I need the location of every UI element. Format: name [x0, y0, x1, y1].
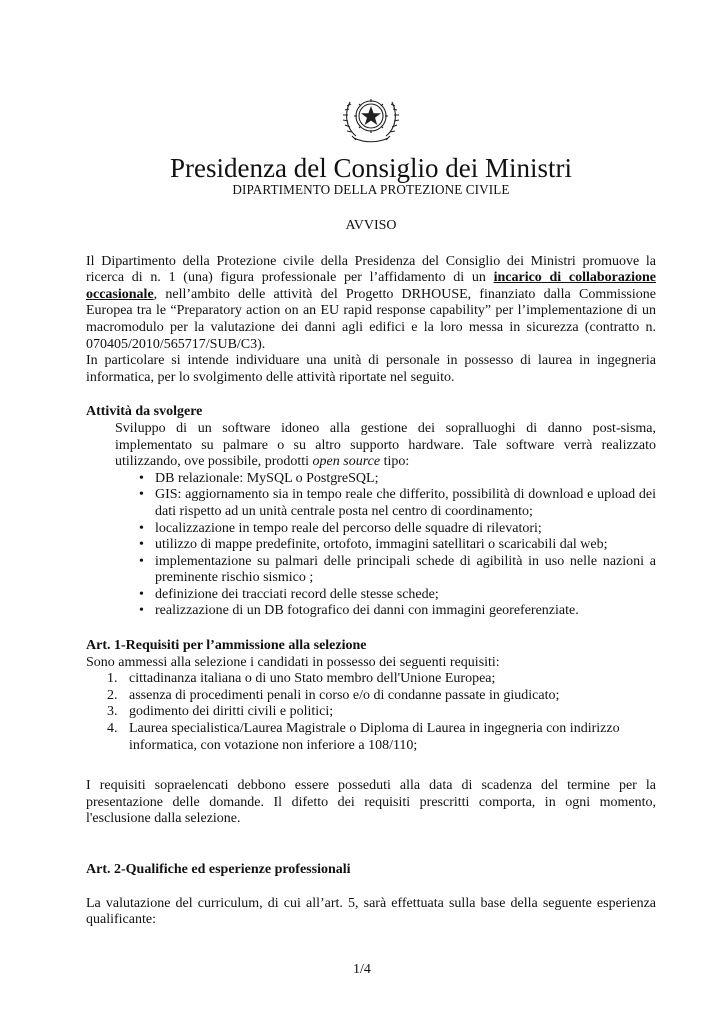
requirements-list — [86, 671, 656, 754]
page-number: 1/4 — [353, 962, 371, 977]
italian-republic-emblem-icon — [340, 86, 402, 148]
list-item — [107, 704, 656, 721]
notice-title: AVVISO — [345, 218, 397, 233]
activities-desc-start: Sviluppo di un software idoneo alla gestione dei sopralluoghi di danno post-sisma, implementato su palmare o su altro supporto hardware. Tale software verrà realizzato utilizzando, ove possibile, prodotti — [115, 420, 656, 470]
list-item: • GIS: aggiornamento sia in tempo reale che differito, possibilità di download e upload dei dati rispetto ad un unità centrale posta nel centro di coordinamento; — [155, 487, 656, 520]
activities-list — [86, 471, 656, 620]
list-item: • localizzazione in tempo reale del percorso delle squadre di rilevatori; — [155, 521, 656, 538]
requirements-closing: I requisiti sopraelencati debbono essere posseduti alla data di scadenza del termine per la presentazione delle domande. Il difetto dei requisiti prescritti comporta, in ogni momento, l'esclusione dalla selezione. — [86, 778, 656, 827]
art2-heading: Art. 2-Qualifiche ed esperienze professionali — [86, 862, 351, 877]
item-number: 4. — [107, 721, 118, 737]
item-text: godimento dei diritti civili e politici; — [129, 704, 334, 720]
item-number: 3. — [107, 704, 118, 720]
list-item — [107, 671, 656, 688]
activities-description — [115, 421, 656, 471]
item-text: cittadinanza italiana o di uno Stato membro dell'Unione Europea; — [129, 671, 496, 687]
list-item: • DB relazionale: MySQL o PostgreSQL; — [155, 471, 656, 488]
item-number: 2. — [107, 687, 118, 703]
intro-text-start: Il Dipartimento della Protezione civile della Presidenza del Consiglio dei Ministri promuove la ricerca di n. 1 (una) figura professionale per l’affidamento di un — [86, 253, 656, 286]
list-item: • definizione dei tracciati record delle stesse schede; — [155, 587, 656, 604]
item-number: 1. — [107, 671, 118, 687]
contract-type-emphasis: incarico di collaborazione occasionale — [86, 270, 656, 302]
activities-heading: Attività da svolgere — [86, 404, 203, 420]
art2-intro: La valutazione del curriculum, di cui all’art. 5, sarà effettuata sulla base della seguente esperienza qualificante: — [86, 895, 656, 928]
list-item: • utilizzo di mappe predefinite, ortofoto, immagini satellitari o scaricabili dal web; — [155, 537, 656, 554]
department-subtitle: DIPARTIMENTO DELLA PROTEZIONE CIVILE — [232, 182, 510, 197]
intro-paragraph — [86, 254, 656, 354]
activities-desc-end: tipo: — [380, 454, 410, 470]
organization-title: Presidenza del Consiglio dei Ministri — [170, 153, 572, 183]
art1-intro: Sono ammessi alla selezione i candidati in possesso dei seguenti requisiti: — [86, 654, 500, 670]
intro-text-end: , nell’ambito delle attività del Progetto DRHOUSE, finanziato dalla Commissione Europea tra le “Preparatory action on an EU rapid response capability” per l’implementazione di un macromodulo per la valutazione dei danni agli edifici e la loro messa in sicurezza (contratto n. 070405/2010/565717/SUB/C3). — [86, 286, 656, 352]
item-text: Laurea specialistica/Laurea Magistrale o Diploma di Laurea in ingegneria con indirizzo informatica, con votazione non inferiore a 108/110; — [129, 721, 620, 753]
art1-heading: Art. 1-Requisiti per l’ammissione alla selezione — [86, 638, 367, 654]
list-item: • realizzazione di un DB fotografico dei danni con immagini georeferenziate. — [155, 603, 656, 620]
list-item: • implementazione su palmari delle principali schede di agibilità in uso nelle nazioni a preminente rischio sismico ; — [155, 554, 656, 587]
list-item — [107, 721, 656, 754]
list-item — [107, 687, 656, 705]
document-page — [86, 86, 656, 929]
item-text: assenza di procedimenti penali in corso e/o di condanne passate in giudicato; — [129, 687, 560, 703]
open-source-term: open source — [312, 454, 381, 470]
intro-paragraph-2: In particolare si intende individuare una unità di personale in possesso di laurea in ingegneria informatica, per lo svolgimento delle attività riportate nel seguito. — [86, 353, 656, 385]
